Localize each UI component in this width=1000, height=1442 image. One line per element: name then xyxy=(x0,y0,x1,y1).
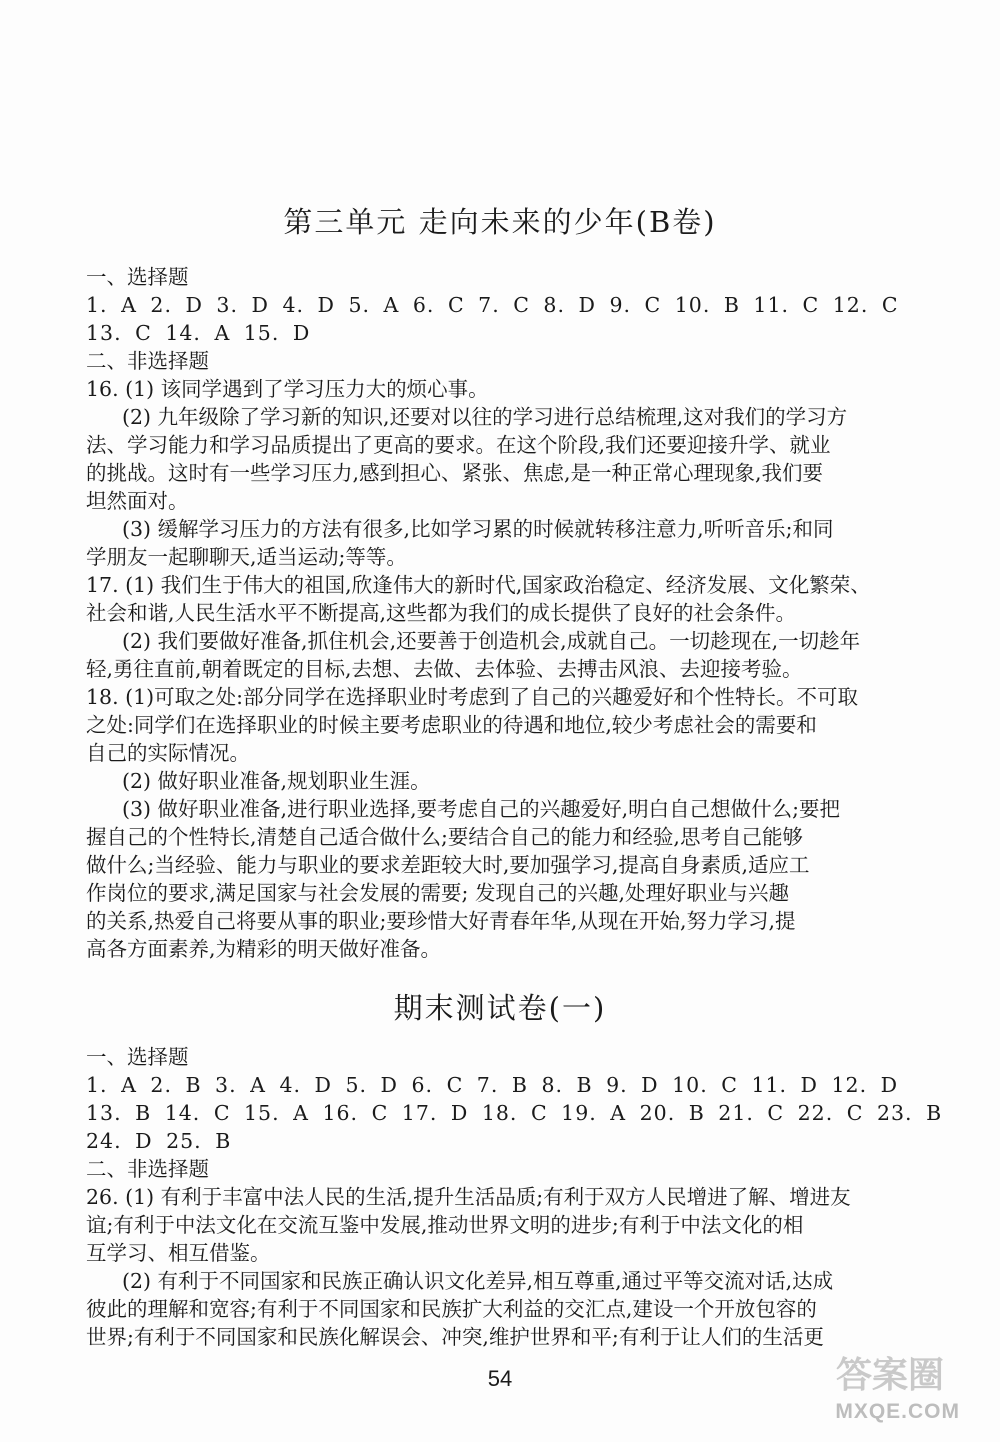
answer-line: (3) 做好职业准备,进行职业选择,要考虑自己的兴趣爱好,明白自己想做什么;要把 xyxy=(122,797,841,821)
answer-line: (2) 做好职业准备,规划职业生涯。 xyxy=(122,769,431,793)
answer-line: 坦然面对。 xyxy=(86,489,189,513)
section-heading: 一、选择题 xyxy=(86,1045,189,1069)
answer-line: 彼此的理解和宽容;有利于不同国家和民族扩大利益的交汇点,建设一个开放包容的 xyxy=(86,1297,817,1321)
answer-line: 做什么;当经验、能力与职业的要求差距较大时,要加强学习,提高自身素质,适应工 xyxy=(86,853,810,877)
answer-line: 握自己的个性特长,清楚自己适合做什么;要结合自己的能力和经验,思考自己能够 xyxy=(86,825,803,849)
section-heading: 二、非选择题 xyxy=(86,1157,209,1181)
answer-line: 16. (1) 该同学遇到了学习压力大的烦心事。 xyxy=(86,377,489,401)
section-title: 第三单元 走向未来的少年(B卷) xyxy=(283,205,717,239)
answer-line: 1. A 2. B 3. A 4. D 5. D 6. C 7. B 8. B 9. D 10. C 11. D 12. D xyxy=(86,1073,899,1097)
answer-line: 世界;有利于不同国家和民族化解误会、冲突,维护世界和平;有利于让人们的生活更 xyxy=(86,1325,824,1349)
answer-line: 轻,勇往直前,朝着既定的目标,去想、去做、去体验、去搏击风浪、去迎接考验。 xyxy=(86,657,803,681)
answer-line: 法、学习能力和学习品质提出了更高的要求。在这个阶段,我们还要迎接升学、就业 xyxy=(86,433,831,457)
answer-line: 社会和谐,人民生活水平不断提高,这些都为我们的成长提供了良好的社会条件。 xyxy=(86,601,797,625)
answer-line: (2) 九年级除了学习新的知识,还要对以往的学习进行总结梳理,这对我们的学习方 xyxy=(122,405,848,429)
answer-line: (2) 有利于不同国家和民族正确认识文化差异,相互尊重,通过平等交流对话,达成 xyxy=(122,1269,834,1293)
answer-line: 18. (1)可取之处:部分同学在选择职业时考虑到了自己的兴趣爱好和个性特长。不可取 xyxy=(86,685,859,709)
answer-line: (2) 我们要做好准备,抓住机会,还要善于创造机会,成就自己。一切趁现在,一切趁年 xyxy=(122,629,861,653)
answer-line: 17. (1) 我们生于伟大的祖国,欣逢伟大的新时代,国家政治稳定、经济发展、文化繁荣、 xyxy=(86,573,871,597)
answer-line: 谊;有利于中法文化在交流互鉴中发展,推动世界文明的进步;有利于中法文化的相 xyxy=(86,1213,804,1237)
answer-line: 26. (1) 有利于丰富中法人民的生活,提升生活品质;有利于双方人民增进了解、增进友 xyxy=(86,1185,851,1209)
watermark-site: MXQE.COM xyxy=(835,1400,960,1423)
section-title: 期末测试卷(一) xyxy=(393,991,607,1025)
answer-line: 作岗位的要求,满足国家与社会发展的需要; 发现自己的兴趣,处理好职业与兴趣 xyxy=(86,881,789,905)
answer-line: 24. D 25. B xyxy=(86,1129,232,1153)
answer-line: (3) 缓解学习压力的方法有很多,比如学习累的时候就转移注意力,听听音乐;和同 xyxy=(122,517,834,541)
answer-line: 的挑战。这时有一些学习压力,感到担心、紧张、焦虑,是一种正常心理现象,我们要 xyxy=(86,461,824,485)
page-number: 54 xyxy=(487,1366,513,1391)
answer-line: 互学习、相互借鉴。 xyxy=(86,1241,271,1265)
answer-line: 的关系,热爱自己将要从事的职业;要珍惜大好青春年华,从现在开始,努力学习,提 xyxy=(86,909,796,933)
watermark-logo: 答案圈 xyxy=(835,1355,944,1396)
answer-line: 高各方面素养,为精彩的明天做好准备。 xyxy=(86,937,442,961)
section-heading: 一、选择题 xyxy=(86,265,189,289)
answer-line: 学朋友一起聊聊天,适当运动;等等。 xyxy=(86,545,407,569)
watermark xyxy=(762,1354,982,1434)
answer-line: 之处:同学们在选择职业的时候主要考虑职业的待遇和地位,较少考虑社会的需要和 xyxy=(86,713,817,737)
answer-line: 自己的实际情况。 xyxy=(86,741,250,765)
section-heading: 二、非选择题 xyxy=(86,349,209,373)
answer-line: 1. A 2. D 3. D 4. D 5. A 6. C 7. C 8. D 9. C 10. B 11. C 12. C xyxy=(86,293,899,317)
answer-line: 13. C 14. A 15. D xyxy=(86,321,311,345)
answer-line: 13. B 14. C 15. A 16. C 17. D 18. C 19. A 20. B 21. C 22. C 23. B xyxy=(86,1101,943,1125)
